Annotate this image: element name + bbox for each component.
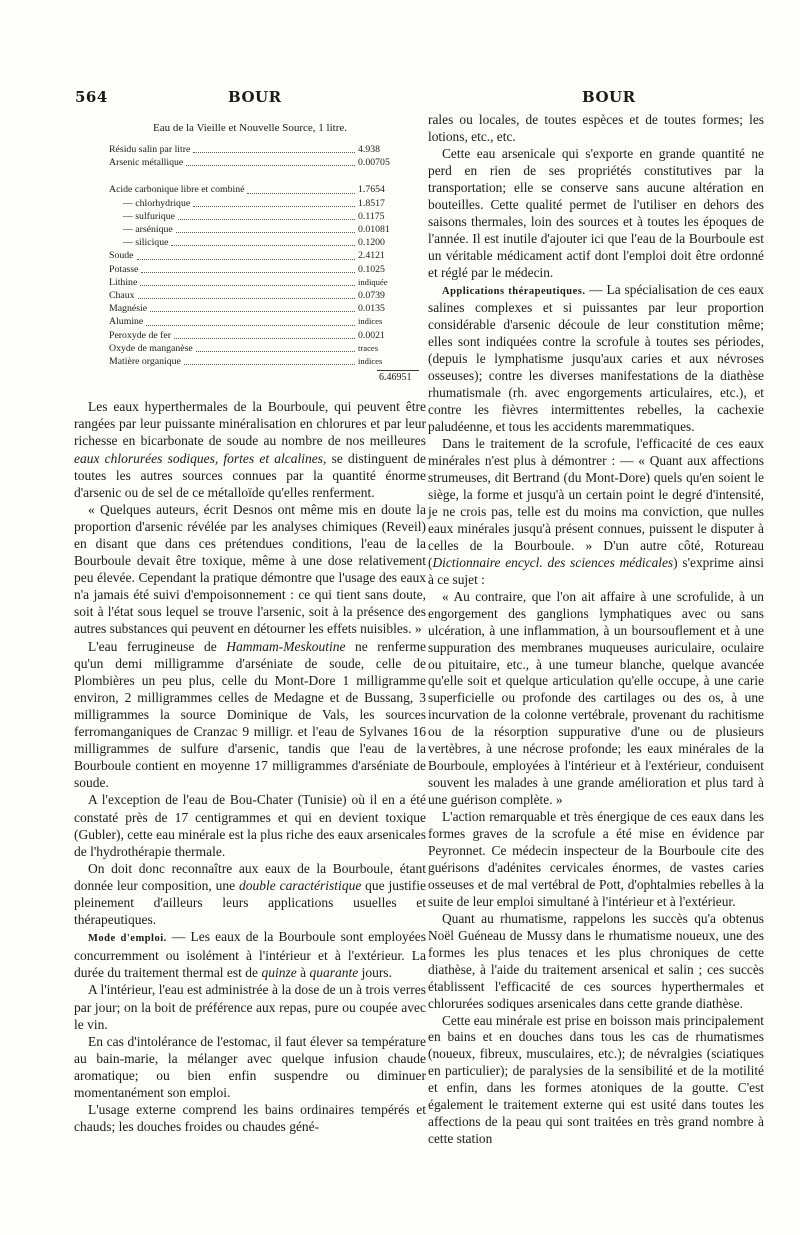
table-row-value: 0.00705 — [358, 157, 390, 169]
dot-leader — [178, 219, 355, 220]
table-row — [109, 289, 402, 302]
table-row — [109, 197, 402, 210]
table-row-value: 0.1175 — [358, 210, 385, 222]
table-row-value: 0.01081 — [358, 224, 390, 236]
table-row-value: 0.0021 — [358, 329, 385, 341]
table-row-value: 4.938 — [358, 144, 381, 155]
table-row-label: — sulfurique — [123, 210, 175, 222]
paragraph: L'action remarquable et très énergique de ces eaux dans les formes graves de la scrofule a été mise en évidence par Peyronnet. Ce médecin inspecteur de la Bourboule cite des guérisons d'adénites cervicales énormes, de vastes caries osseuses et de mal vertébral de Pott, d'ophtalmies rebelles à la suite de leur emploi simultané à l'intérieur et à l'extérieur. — [428, 809, 764, 909]
table-row — [109, 183, 402, 196]
table-row-label: Alumine — [109, 316, 144, 328]
table-row-value: 0.0135 — [358, 303, 385, 315]
paragraph: A l'exception de l'eau de Bou-Chater (Tunisie) où il en a été constaté près de 17 centigrammes et qui en devient toxique (Gubler), cette eau minérale est la plus riche des eaux arsenicales de l'hydrothérapie thermale. — [74, 792, 426, 859]
table-row-label: — arsénique — [123, 224, 173, 236]
table-row — [109, 302, 402, 315]
table-row-label: Oxyde de manganèse — [109, 342, 193, 354]
paragraph: L'eau ferrugineuse de Hammam-Meskoutine ne renferme qu'un demi milligramme d'arséniate de soude, celle de Plombières un peu plus, celle du Mont-Dore 1 milligramme environ, 2 milligrammes celles de Medagne et de Bussang, 3 milligrammes la source Dominique de Vals, les sources ferromanganiques de Cranzac 9 milligr. et l'eau de Sylvanes 16 milligrammes de sulfure d'arsenic, tandis que l'eau de la Bourboule contient en moyenne 17 milligrammes d'arséniate de soude. — [74, 638, 426, 791]
table-row — [109, 210, 402, 223]
table-row-label: Potasse — [109, 263, 139, 275]
table-row — [109, 263, 402, 276]
table-row-value: indices — [358, 356, 383, 367]
dot-leader — [171, 245, 355, 246]
dot-leader — [140, 285, 355, 286]
paragraph: « Au contraire, que l'on ait affaire à une scrofulide, à un engorgement des ganglions lymphatiques avec ou sans ulcération, à une inflammation, à un boursouflement et à une suppuration des membranes muqueuses auriculaire, oculaire ou pituitaire, etc., à une tumeur blanche, quelque avancée qu'elle soit et quelque articulation qu'elle occupe, à une carie superficielle ou profonde des cartilages ou des os, à une incurvation de la colonne vertébrale, provenant du rachitisme ou de la résorption suppurative d'une ou de plusieurs vertèbres, à une nécrose profonde; les eaux minérales de la Bourboule, employées à l'intérieur et à l'extérieur, conduisent souvent les malades à une grande amélioration et plus tard à une guérison complète. » — [428, 588, 764, 808]
paragraph: « Quelques auteurs, écrit Desnos ont même mis en doute la proportion d'arsenic révélée par les analyses chimiques (Reveil) en disant que dans ces prétendues conditions, l'eau de la Bourboule devait être toxique, même à une dose relativement peu élevée. Cependant la pratique démontre que l'usage des eaux n'a jamais été suivi d'empoisonnement : ce qui tient sans doute, soit à l'état sous lequel se trouve l'arsenic, soit à la présence des autres substances qui peuvent en détourner les effets nuisibles. » — [74, 501, 426, 637]
table-row-label: Magnésie — [109, 303, 148, 315]
table-row-label: Arsenic métallique — [109, 157, 184, 169]
table-row — [109, 329, 402, 342]
right-column — [428, 112, 764, 1148]
paragraph: Mode d'emploi. — Les eaux de la Bourboule sont employées concurremment ou isolément à l'intérieur et à l'extérieur. La durée du traitement thermal est de quinze à quarante jours. — [74, 929, 426, 981]
table-row — [109, 355, 402, 368]
dot-leader — [137, 259, 356, 260]
paragraph: Dans le traitement de la scrofule, l'efficacité de ces eaux minérales n'est plus à démontrer : — « Quant aux affections strumeuses, dit Bertrand (du Mont-Dore) quels qu'en soient le siège, la forme et jusqu'à un certain point le degré d'intensité, je ne crois pas, telle est du moins ma conviction, que nulles eaux minérales jusqu'à présent connues, puissent le disputer à celles de la Bourboule. » D'un autre côté, Rotureau (Dictionnaire encycl. des sciences médicales) s'exprime ainsi à ce sujet : — [428, 436, 764, 587]
dot-leader — [186, 165, 355, 166]
dot-leader — [196, 351, 355, 352]
paragraph: Quant au rhumatisme, rappelons les succès qu'a obtenus Noël Guéneau de Mussy dans le rhumatisme noueux, une des formes les plus tenaces et les plus chroniques de cette diathèse, à l'aide du traitement arsenical et salin ; ces succès établissent l'efficacité de ces sources hyperthermales et chlorurées sodiques arsenicales dans cette grande diathèse. — [428, 910, 764, 1011]
analysis-table-summary — [74, 143, 426, 169]
paragraph: Cette eau minérale est prise en boisson mais principalement en bains et en douches dans tous les cas de rhumatismes (noueux, fibreux, musculaires, etc.); de névralgies (sciatiques en particulier); de paralysies de la sensibilité et de la motilité et enfin, dans les formes atoniques de la goutte. C'est également le traitement externe qui est usité dans toutes les affections de la peau qui sont traitées en très grand nombre à cette station — [428, 1012, 764, 1147]
paragraph: Cette eau arsenicale qui s'exporte en grande quantité ne perd en rien de ses propriétés constitutives par la transportation; elle se conserve sans aucune altération en bouteilles. Cette qualité permet de l'utiliser en dehors des saisons thermales, loin des sources et à toutes les époques de l'année. Il est inutile d'ajouter ici que l'eau de la Bourboule est un véritable médicament actif dont l'emploi doit être ordonné et réglé par le médecin. — [428, 145, 764, 280]
table-row-label: Acide carbonique libre et combiné — [109, 184, 245, 196]
section-heading: Applications thérapeutiques. — [442, 285, 586, 297]
analysis-table-components — [74, 183, 426, 368]
dot-leader — [247, 193, 355, 194]
dot-leader — [141, 272, 355, 273]
paragraph: Les eaux hyperthermales de la Bourboule, qui peuvent être rangées par leur puissante minéralisation en chlorures et par leur richesse en bicarbonate de soude au nombre de nos meilleures eaux chlorurées sodiques, fortes et alcalines, se distinguent de toutes les autres sources connues par la quantité énorme d'arsenic ou de sel de ce métalloïde qu'elles renferment. — [74, 399, 426, 500]
section-heading: Mode d'emploi. — [88, 933, 167, 945]
table-row-value: 2.4121 — [358, 250, 385, 262]
dot-leader — [146, 325, 355, 326]
table-row — [109, 236, 402, 249]
dot-leader — [176, 232, 355, 233]
table-row-value: 0.1025 — [358, 263, 385, 275]
table-row — [109, 143, 402, 156]
paragraph: A l'intérieur, l'eau est administrée à la dose de un à trois verres par jour; on la boit de préférence aux repas, pure ou coupée avec le vin. — [74, 982, 426, 1032]
table-row-label: — silicique — [123, 237, 169, 249]
table-row-label: Soude — [109, 250, 134, 262]
table-row-label: Peroxyde de fer — [109, 329, 172, 341]
running-head-right: BOUR — [582, 88, 636, 106]
paragraph: L'usage externe comprend les bains ordinaires tempérés et chauds; les douches froides ou chaudes géné- — [74, 1102, 426, 1135]
dot-leader — [174, 338, 355, 339]
table-row-value: 0.0739 — [358, 290, 385, 302]
table-row-label: Chaux — [109, 290, 135, 302]
table-row-label: Résidu salin par litre — [109, 144, 191, 155]
dot-leader — [193, 206, 355, 207]
table-row — [109, 342, 402, 355]
paragraph: En cas d'intolérance de l'estomac, il faut élever sa température au bain-marie, la mélanger avec quelque infusion chaude aromatique; ou bien enfin suspendre ou diminuer momentanément son emploi. — [74, 1033, 426, 1100]
dot-leader — [193, 152, 355, 153]
table-title: Eau de la Vieille et Nouvelle Source, 1 litre. — [152, 122, 347, 134]
table-row-label: Matière organique — [109, 356, 181, 368]
dot-leader — [150, 311, 355, 312]
table-row-value: indiquée — [358, 276, 388, 287]
dot-leader — [138, 298, 355, 299]
paragraph: Applications thérapeutiques. — La spécialisation de ces eaux salines complexes et si puissantes par leur proportion considérable d'arsenic découle de leur constitution même; elles sont indiquées contre la scrofule à toutes ses périodes, (depuis le lymphatisme jusqu'aux caries et aux névroses osseuses); contre les diverses manifestations de la diathèse rhumatismale (rh. avec engorgements articulaires, etc.), et contre les fièvres intermittentes rebelles, la cachexie paludéenne, et tous les accidents maremmatiques. — [428, 281, 765, 435]
table-row-value: 1.8517 — [358, 197, 385, 209]
table-row-value: 1.7654 — [358, 184, 385, 196]
table-row — [109, 223, 402, 236]
table-row-label: — chlorhydrique — [123, 197, 191, 209]
table-row-value: indices — [358, 316, 383, 327]
table-row — [109, 276, 402, 289]
running-head-left: BOUR — [228, 88, 282, 106]
paragraph: rales ou locales, de toutes espèces et de toutes formes; les lotions, etc., etc. — [428, 112, 764, 144]
table-row-value: traces — [358, 342, 379, 353]
left-column — [74, 118, 426, 1135]
table-total: 6.46951 — [379, 372, 412, 384]
table-row — [109, 156, 402, 169]
table-row — [109, 249, 402, 262]
paragraph: On doit donc reconnaître aux eaux de la Bourboule, étant donnée leur composition, une double caractéristique que justifie pleinement d'ailleurs leurs applications usuelles et thérapeutiques. — [74, 860, 426, 928]
table-row — [109, 315, 402, 328]
dot-leader — [184, 364, 355, 365]
table-row-value: 0.1200 — [358, 237, 385, 249]
page-number: 564 — [75, 88, 108, 106]
table-row-label: Lithine — [109, 276, 138, 288]
